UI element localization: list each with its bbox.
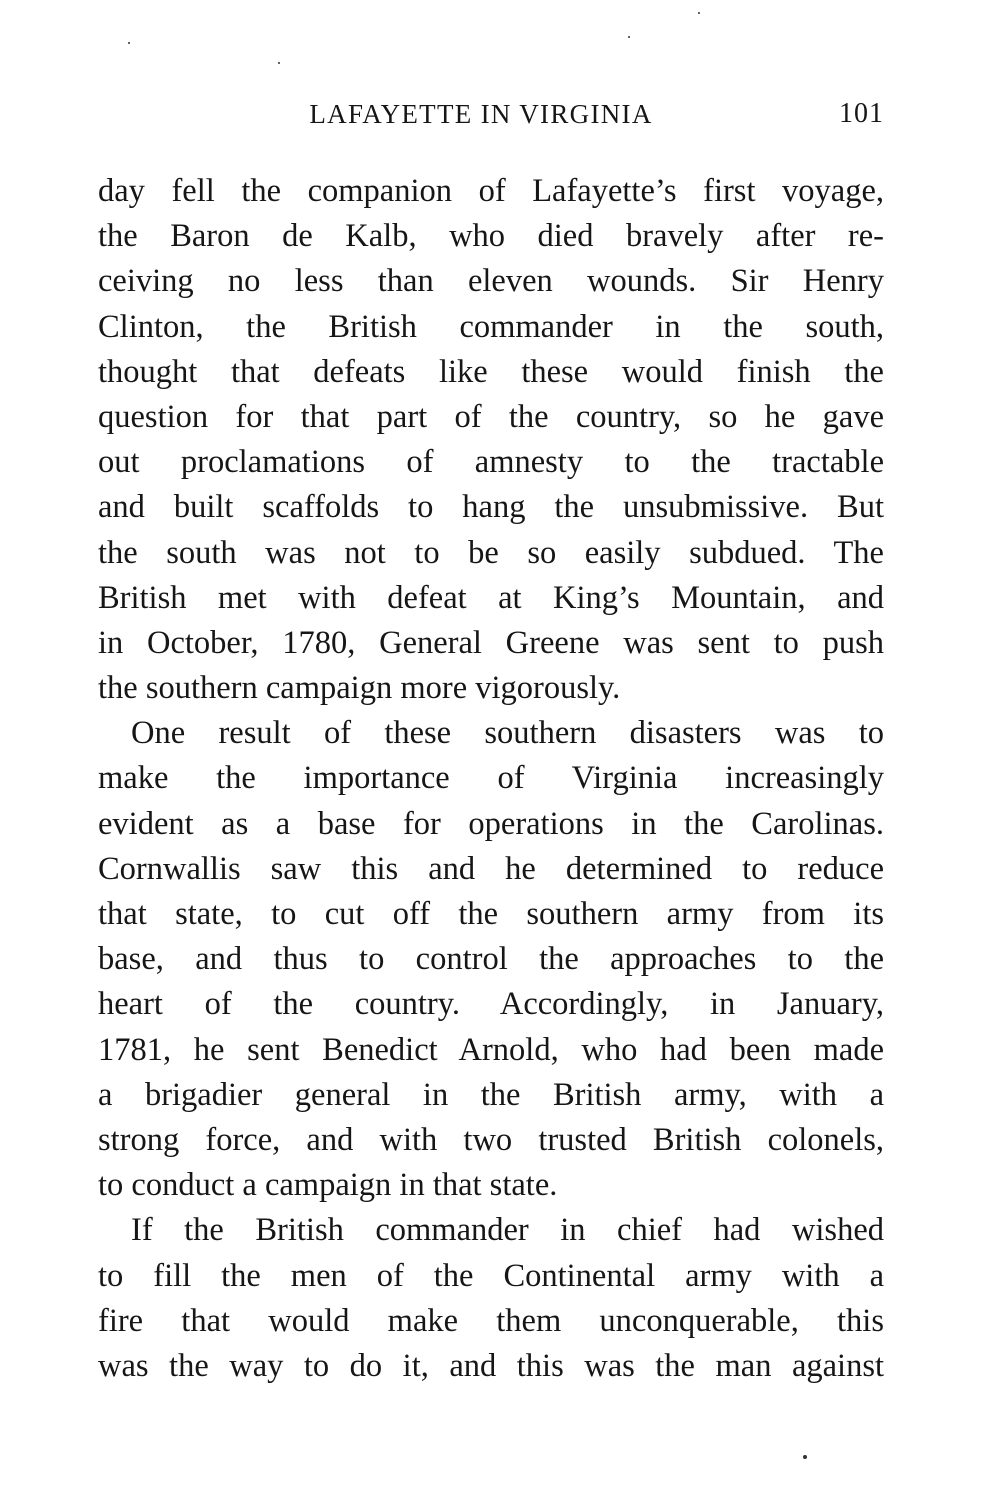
text-line: the southern campaign more vigorously. bbox=[98, 670, 621, 707]
body-text bbox=[98, 169, 884, 1389]
text-line: evident as a base for operations in the Carolinas. bbox=[98, 805, 884, 842]
text-line: was the way to do it, and this was the man against bbox=[98, 1347, 884, 1384]
text-line: a brigadier general in the British army, with a bbox=[98, 1076, 884, 1113]
print-speck bbox=[698, 12, 700, 14]
text-line: strong force, and with two trusted British colonels, bbox=[98, 1121, 884, 1158]
running-title: LAFAYETTE IN VIRGINIA bbox=[309, 99, 653, 129]
page-number: 101 bbox=[839, 98, 884, 129]
text-line: the Baron de Kalb, who died bravely after re- bbox=[98, 218, 884, 255]
text-line: Cornwallis saw this and he determined to reduce bbox=[98, 850, 884, 887]
text-line: and built scaffolds to hang the unsubmissive. But bbox=[98, 489, 884, 526]
text-line: ceiving no less than eleven wounds. Sir Henry bbox=[98, 263, 884, 300]
text-line: the south was not to be so easily subdued. The bbox=[98, 534, 884, 571]
text-line: heart of the country. Accordingly, in January, bbox=[98, 986, 884, 1023]
print-speck bbox=[628, 36, 630, 38]
text-line: out proclamations of amnesty to the tractable bbox=[98, 444, 884, 481]
text-line: British met with defeat at King’s Mountain, and bbox=[98, 579, 884, 616]
print-speck bbox=[803, 1455, 807, 1459]
print-speck bbox=[278, 62, 280, 64]
text-line: thought that defeats like these would finish the bbox=[98, 353, 884, 390]
text-line: question for that part of the country, so he gave bbox=[98, 398, 884, 435]
text-line: One result of these southern disasters was to bbox=[131, 715, 884, 752]
text-line: base, and thus to control the approaches to the bbox=[98, 941, 884, 978]
text-line: 1781, he sent Benedict Arnold, who had been made bbox=[98, 1031, 884, 1068]
text-line: day fell the companion of Lafayette’s first voyage, bbox=[98, 173, 884, 209]
text-line: that state, to cut off the southern army from its bbox=[98, 896, 884, 932]
text-line: If the British commander in chief had wished bbox=[131, 1212, 884, 1249]
text-line: fire that would make them unconquerable, this bbox=[98, 1302, 884, 1339]
print-speck bbox=[128, 42, 130, 44]
text-line: to fill the men of the Continental army with a bbox=[98, 1257, 884, 1294]
text-line: make the importance of Virginia increasingly bbox=[98, 760, 884, 797]
text-line: in October, 1780, General Greene was sent to push bbox=[98, 624, 884, 661]
text-line: Clinton, the British commander in the south, bbox=[98, 308, 884, 345]
running-head bbox=[98, 94, 884, 134]
text-line: to conduct a campaign in that state. bbox=[98, 1167, 558, 1204]
